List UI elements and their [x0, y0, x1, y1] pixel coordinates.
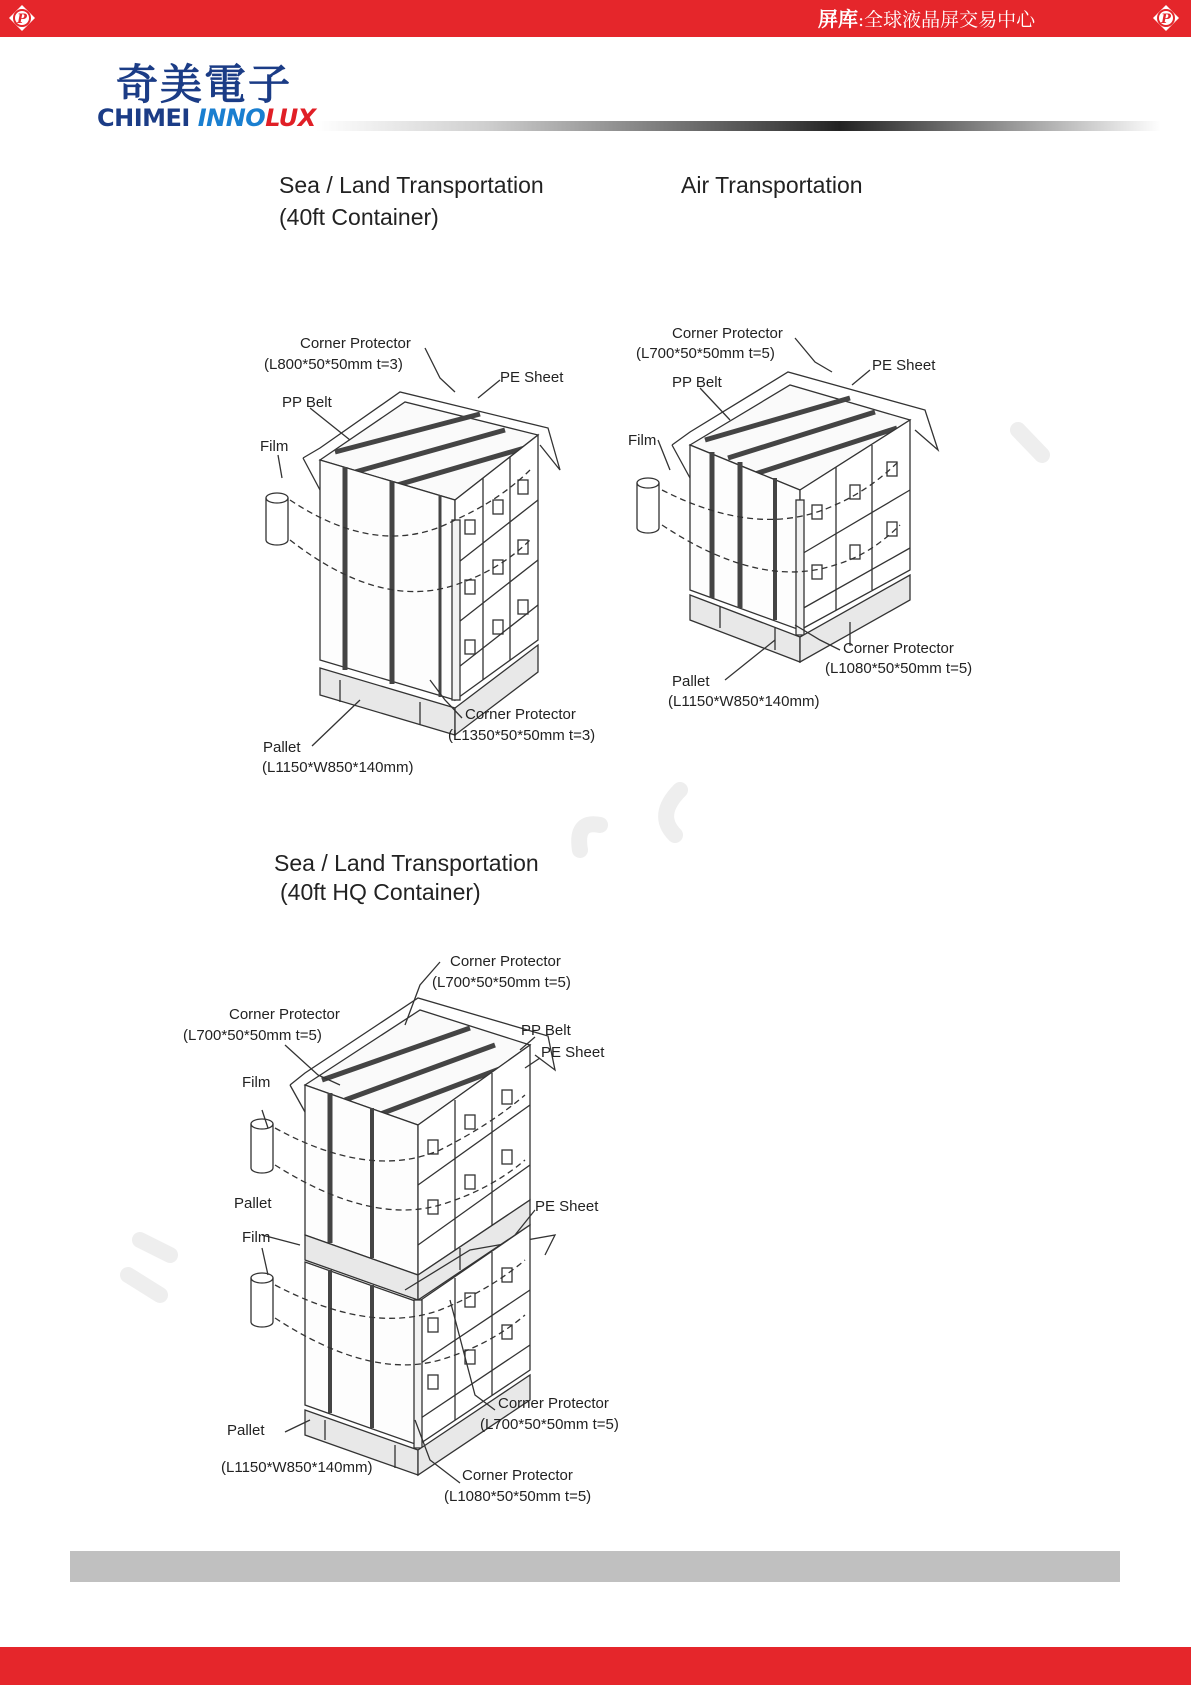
- label-pe-sheet-mid: PE Sheet: [535, 1198, 599, 1215]
- air-title: Air Transportation: [681, 172, 863, 198]
- company-logo-cn: 奇美電子: [116, 60, 293, 109]
- label-pallet-bottom-spec: (L1150*W850*140mm): [221, 1459, 373, 1476]
- label-pp-belt: PP Belt: [282, 394, 332, 411]
- label-corner-protector-bottom: Corner Protector: [462, 1467, 573, 1484]
- sea-land-hq-subtitle: (40ft HQ Container): [280, 879, 481, 905]
- sea-land-hq-title: Sea / Land Transportation: [274, 850, 539, 876]
- sea-land-40ft-title: Sea / Land Transportation: [279, 172, 544, 198]
- bottom-banner: [0, 1647, 1191, 1685]
- logo-en-chimei: CHIMEI: [97, 104, 198, 132]
- site-separator: :: [858, 10, 865, 31]
- label-corner-protector-mid: Corner Protector: [498, 1395, 609, 1412]
- label-film: Film: [628, 432, 657, 449]
- site-brand: 屏库: [818, 7, 858, 31]
- label-corner-protector-mid-spec: (L700*50*50mm t=5): [480, 1416, 619, 1433]
- label-corner-protector-side: Corner Protector: [843, 640, 954, 657]
- footer-gray-bar: [70, 1551, 1120, 1582]
- label-pallet-spec: (L1150*W850*140mm): [262, 759, 414, 776]
- label-corner-protector-side: Corner Protector: [465, 706, 576, 723]
- label-corner-protector-top-spec: (L700*50*50mm t=5): [636, 345, 775, 362]
- label-corner-protector-side-spec: (L1080*50*50mm t=5): [825, 660, 973, 677]
- label-film-bottom: Film: [242, 1229, 271, 1246]
- label-corner-protector-bottom-spec: (L1080*50*50mm t=5): [444, 1488, 592, 1505]
- label-corner-protector-top: Corner Protector: [300, 335, 411, 352]
- label-film: Film: [260, 438, 289, 455]
- label-corner-protector-top-right-spec: (L700*50*50mm t=5): [432, 974, 571, 991]
- label-film-top: Film: [242, 1074, 271, 1091]
- sea-land-40ft-subtitle: (40ft Container): [279, 204, 439, 230]
- label-corner-protector-top-spec: (L800*50*50mm t=3): [264, 356, 403, 373]
- svg-text:P: P: [1161, 12, 1171, 27]
- label-pe-sheet: PE Sheet: [500, 369, 564, 386]
- logo-en-inno: INNO: [197, 104, 266, 132]
- label-pe-sheet-top: PE Sheet: [541, 1044, 605, 1061]
- label-corner-protector-side-spec: (L1350*50*50mm t=3): [448, 727, 596, 744]
- svg-text:P: P: [17, 12, 27, 27]
- site-tagline: 全球液晶屏交易中心: [864, 9, 1036, 31]
- label-pe-sheet: PE Sheet: [872, 357, 936, 374]
- label-pp-belt: PP Belt: [672, 374, 722, 391]
- label-pp-belt: PP Belt: [521, 1022, 571, 1039]
- label-pallet-spec: (L1150*W850*140mm): [668, 693, 820, 710]
- logo-en-lux: LUX: [265, 104, 316, 132]
- label-pallet: Pallet: [672, 673, 710, 690]
- label-pallet-mid: Pallet: [234, 1195, 272, 1212]
- label-pallet-bottom: Pallet: [227, 1422, 265, 1439]
- label-pallet: Pallet: [263, 739, 301, 756]
- label-corner-protector-top: Corner Protector: [672, 325, 783, 342]
- label-corner-protector-top-left-spec: (L700*50*50mm t=5): [183, 1027, 322, 1044]
- label-corner-protector-top-right: Corner Protector: [450, 953, 561, 970]
- label-corner-protector-top-left: Corner Protector: [229, 1006, 340, 1023]
